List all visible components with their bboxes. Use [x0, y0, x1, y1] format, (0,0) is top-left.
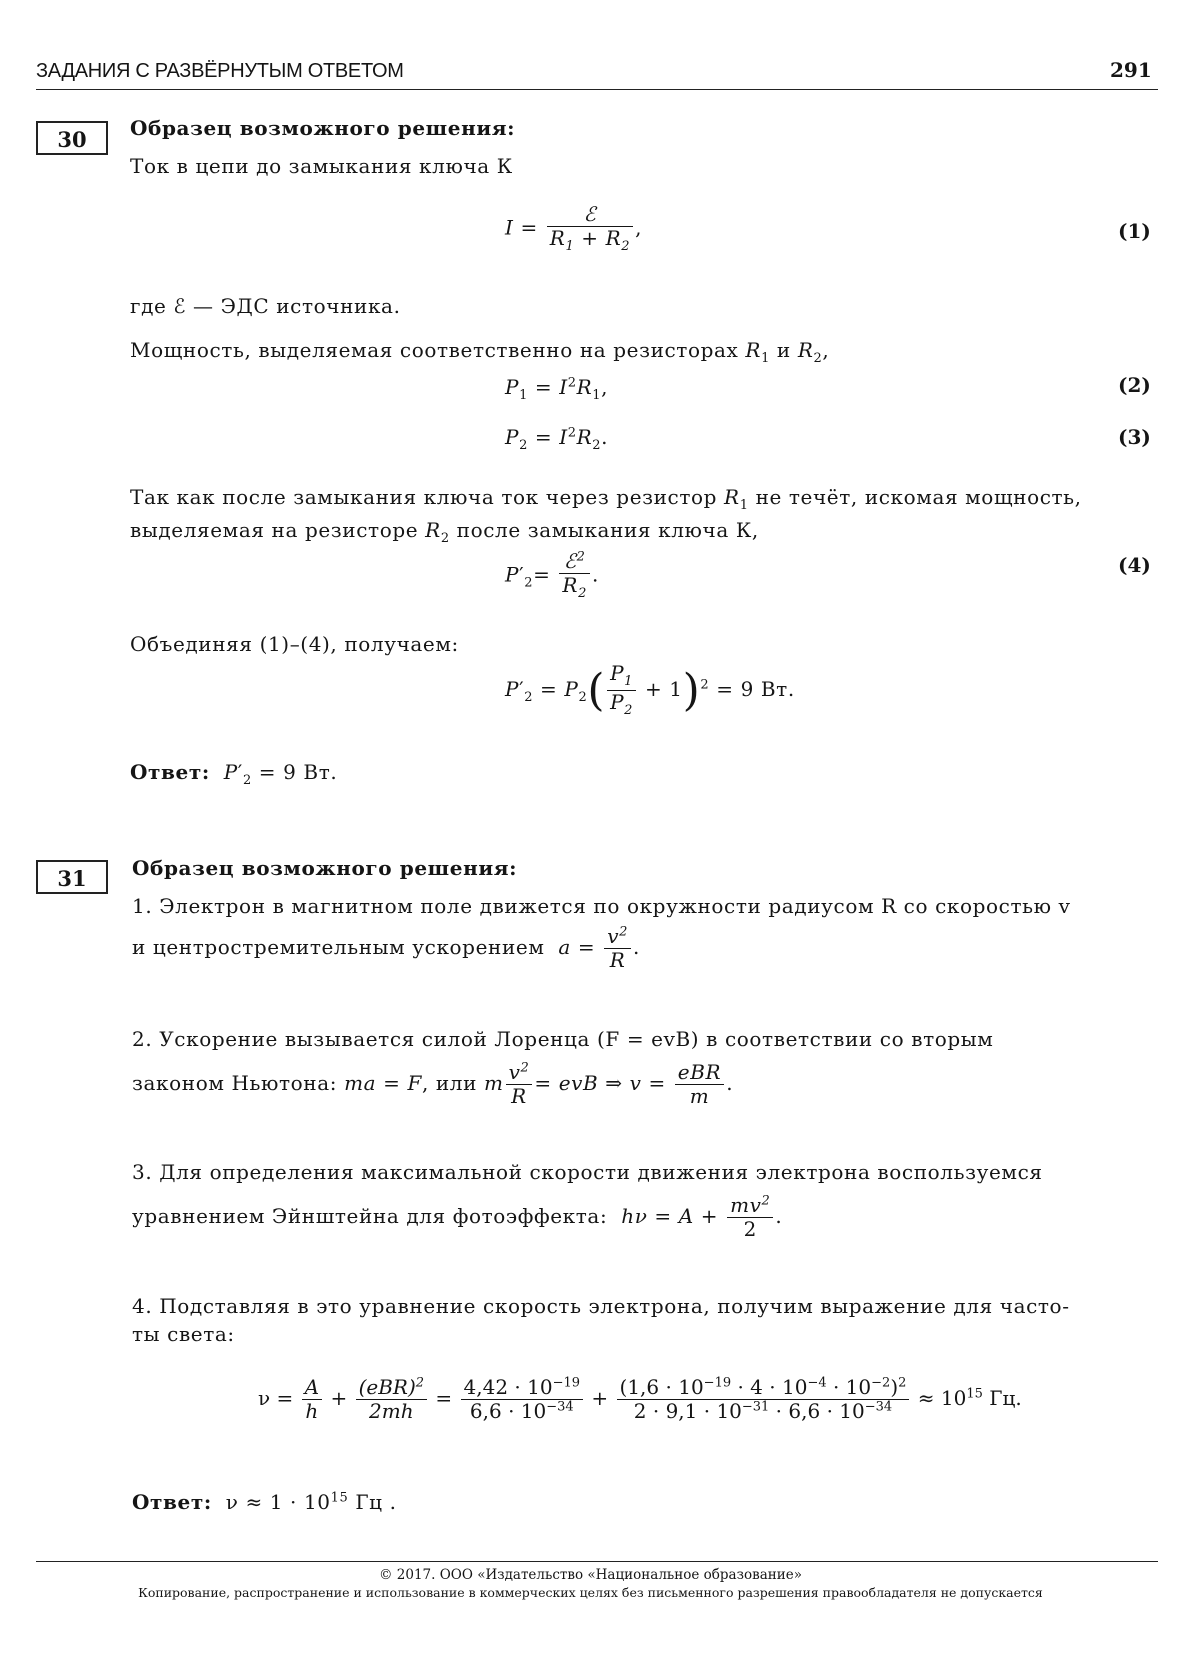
solution-heading: Образец возможного решения: — [130, 116, 516, 140]
paragraph: Так как после замыкания ключа ток через резистор $R_1$ не течёт, искомая мощность, — [130, 485, 1082, 513]
header-rule — [36, 89, 1158, 90]
paragraph: 4. Подставляя в это уравнение скорость электрона, получим выражение для часто- — [132, 1294, 1070, 1318]
answer-label: Ответ: — [132, 1490, 212, 1514]
answer-label: Ответ: — [130, 760, 210, 784]
paragraph: уравнением Эйнштейна для фотоэффекта: hν = A + $\frac{mv^2}{2}$ . — [132, 1193, 783, 1241]
equation-number: (2) — [1118, 373, 1151, 397]
paragraph: 3. Для определения максимальной скорости движения электрона воспользуемся — [132, 1160, 1043, 1184]
footer-copyright: © 2017. ООО «Издательство «Национальное образование» — [378, 1567, 802, 1583]
footer-rule — [36, 1561, 1158, 1562]
paragraph-text: выделяемая на резисторе — [130, 518, 419, 542]
task-number-box: 31 — [36, 860, 108, 894]
task-number-box: 30 — [36, 121, 108, 155]
paragraph-text: и центростремительным ускорением — [132, 935, 545, 959]
equation-1: I = $\frac{\text{ℰ}}{R_1 + R_2}$ , — [505, 202, 643, 254]
equation-number: (3) — [1118, 425, 1151, 449]
paragraph-text: уравнением Эйнштейна для фотоэффекта: — [132, 1204, 608, 1228]
equation-value: = 9 Вт. — [716, 676, 795, 701]
answer: Ответ: $\nu \approx 1 \cdot 10^{15}$ Гц . — [132, 1490, 397, 1514]
equation-result: $P'_2 = P_2$( $\frac{P_1}{P_2}$ + 1)$^2$ = 9 Вт. — [505, 661, 795, 718]
equation-frequency: ν = $\frac{A}{h}$ + $\frac{(eBR)^2}{2mh}$ = $\frac{4,42 \cdot 10^{-19}}{6,6 \cdot 10^{-34}}$ + $\frac{(1,6 \cdot 10^{-19} \cdot 4 \cdot 10^{-4} \cdot 10^{-2})^2}{2 \cdot 9,1 \cdot 10^{-31} \cdot 6,6 \cdot 10^{-34}}$ ≈ $10^{15}$ Гц. — [258, 1375, 1022, 1423]
answer: Ответ: $P'_2 = 9$ Вт. — [130, 760, 338, 788]
unit: Гц. — [989, 1386, 1022, 1410]
paragraph-text: Мощность, выделяемая соответственно на резисторах — [130, 338, 739, 362]
paragraph: ты света: — [132, 1322, 235, 1346]
paragraph-text: Так как после замыкания ключа ток через резистор — [130, 485, 718, 509]
equation-2: $P_1 = I^2R_1$, — [505, 375, 609, 403]
paragraph-text: после замыкания ключа К, — [456, 518, 759, 542]
paragraph: где ℰ — ЭДС источника. — [130, 294, 401, 318]
equation-number: (1) — [1118, 219, 1151, 243]
paragraph-text: , или — [421, 1071, 478, 1095]
paragraph: и центростремительным ускорением a = $\frac{v^2}{R}$ . — [132, 924, 640, 972]
running-header: ЗАДАНИЯ С РАЗВЁРНУТЫМ ОТВЕТОМ — [36, 60, 404, 82]
paragraph: Мощность, выделяемая соответственно на резисторах $R_1$ и $R_2$, — [130, 338, 830, 366]
unit: Гц . — [355, 1490, 397, 1514]
paragraph-text: не течёт, искомая мощность, — [755, 485, 1082, 509]
equation-number: (4) — [1118, 553, 1151, 577]
paragraph: выделяемая на резисторе $R_2$ после замыкания ключа К, — [130, 518, 759, 546]
page-number: 291 — [1110, 58, 1152, 82]
paragraph: Ток в цепи до замыкания ключа К — [130, 154, 513, 178]
paragraph: 2. Ускорение вызывается силой Лоренца (F = evB) в соответствии со вторым — [132, 1027, 994, 1051]
footer-notice: Копирование, распространение и использование в коммерческих целях без письменного разрешения правообладателя не допускается — [138, 1585, 1043, 1600]
equation-3: $P_2 = I^2R_2$. — [505, 425, 609, 453]
answer-value: = 9 Вт. — [258, 760, 338, 784]
answer-value: ν ≈ 1 · 10 — [225, 1490, 331, 1514]
paragraph: Объединяя (1)–(4), получаем: — [130, 632, 459, 656]
equation-4: $P'_2=$ $\frac{ℰ^2}{R_2}$ . — [505, 549, 599, 601]
paragraph-text: законом Ньютона: — [132, 1071, 338, 1095]
equation-value: ≈ 10 — [917, 1386, 967, 1410]
solution-heading: Образец возможного решения: — [132, 856, 518, 880]
paragraph: 1. Электрон в магнитном поле движется по окружности радиусом R со скоростью v — [132, 894, 1071, 918]
paragraph: законом Ньютона: ma = F, или m $\frac{v^2}{R}$ = evB ⇒ v = $\frac{\text{eBR}}{m}$ . — [132, 1060, 734, 1108]
